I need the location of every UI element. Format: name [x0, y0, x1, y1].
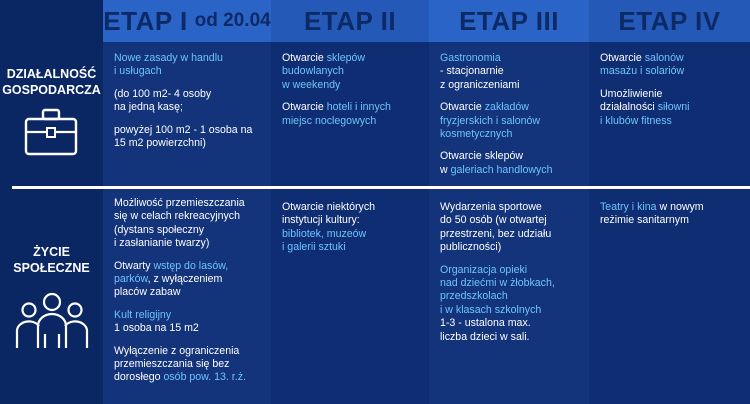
item-paragraph	[282, 101, 427, 128]
text-line: i usługach	[114, 65, 162, 78]
item-paragraph	[282, 52, 427, 92]
item-paragraph	[114, 260, 269, 300]
highlight-span: Organizacja opieki	[440, 263, 528, 276]
highlight-span: przedszkolach	[440, 290, 508, 303]
header-etap-1-date: od 20.04	[194, 10, 271, 31]
text-span: przestrzeni, bez udziału	[440, 227, 552, 240]
highlight-span: wstęp do lasów,	[153, 259, 229, 272]
highlight-span: miejsc noclegowych	[282, 114, 377, 127]
text-span: działalności	[600, 101, 658, 114]
people-group-icon	[14, 290, 90, 350]
cell-social-etap-1	[114, 197, 269, 394]
cell-social-etap-4	[600, 201, 745, 237]
text-span: Otwarty	[114, 259, 154, 272]
header-etap-2	[271, 0, 429, 42]
row-label-business	[0, 66, 103, 98]
highlight-span: hoteli i innych	[326, 101, 391, 114]
highlight-span: i galerii sztuki	[282, 241, 346, 254]
header-etap-3	[429, 0, 589, 42]
text-span: Możliwość przemieszczania	[114, 197, 245, 209]
highlight-span: parków	[114, 273, 148, 286]
text-span: przemieszczania się bez	[114, 358, 230, 371]
highlight-span: fryzjerskich i salonów	[440, 114, 541, 127]
item-paragraph	[600, 201, 745, 228]
text-span: i zasłanianie twarzy)	[114, 237, 210, 250]
text-span: , z wyłączeniem	[147, 273, 223, 286]
text-span: publiczności)	[440, 241, 502, 254]
text-span: się w celach rekreacyjnych	[114, 210, 240, 223]
header-etap-4	[589, 0, 750, 42]
text-line: (do 100 m2- 4 osoby	[114, 87, 212, 100]
cell-business-etap-2	[282, 52, 427, 137]
highlight-span: osób pow. 13. r.ż.	[163, 371, 246, 384]
row-label-social-line1: ŻYCIE	[33, 245, 70, 259]
item-paragraph	[282, 201, 427, 255]
text-span: dorosłego	[114, 371, 164, 384]
cell-business-etap-1	[114, 52, 269, 150]
highlight-span: i w klasach szkolnych	[440, 303, 542, 316]
highlight-span: w weekendy	[282, 78, 341, 91]
header-etap-2-title: ETAP II	[303, 5, 397, 36]
item-paragraph	[440, 52, 588, 92]
row-label-business-line1: DZIAŁALNOŚĆ	[6, 67, 97, 81]
text-span: 1-3 - ustalona max.	[440, 317, 531, 330]
text-span: Otwarcie	[600, 52, 645, 64]
highlight-span: i klubów fitness	[600, 114, 672, 127]
text-span: Otwarcie	[282, 52, 327, 64]
text-span: do 50 osób (w otwartej	[440, 214, 547, 227]
text-span: Wyłączenie z ograniczenia	[114, 344, 240, 357]
header-etap-3-title: ETAP III	[459, 5, 559, 36]
highlight-span: Teatry i kina	[600, 201, 657, 213]
text-span: reżimie sanitarnym	[600, 214, 689, 227]
highlight-span: nad dziećmi w żłobkach,	[440, 277, 555, 290]
highlight-span: bibliotek, muzeów	[282, 227, 367, 240]
cell-social-etap-2	[282, 201, 427, 264]
text-span: w	[440, 163, 451, 176]
text-span: 1 osoba na 15 m2	[114, 322, 199, 335]
text-span: w nowym	[656, 201, 704, 213]
text-line: 15 m2 powierzchni)	[114, 137, 206, 150]
highlight-span: salonów	[644, 52, 684, 64]
text-span: Otwarcie	[440, 101, 485, 114]
item-paragraph	[440, 201, 588, 255]
header-etap-4-title: ETAP IV	[618, 5, 721, 36]
item-paragraph	[440, 264, 588, 344]
text-span: (dystans społeczny	[114, 223, 205, 236]
item-paragraph	[114, 309, 269, 336]
row-divider	[12, 186, 750, 189]
text-span: Otwarcie sklepów	[440, 150, 524, 163]
row-label-social-line2: SPOŁECZNE	[13, 261, 90, 275]
text-span: Otwarcie	[282, 101, 327, 114]
item-paragraph	[440, 150, 588, 177]
highlight-span: galeriach handlowych	[450, 163, 553, 176]
text-span: Otwarcie niektórych	[282, 201, 376, 213]
highlight-span: zakładów	[484, 101, 529, 114]
text-span: placów zabaw	[114, 286, 181, 299]
cell-social-etap-3	[440, 201, 588, 353]
highlight-span: masażu i solariów	[600, 65, 685, 78]
highlight-span: Kult religijny	[114, 308, 172, 321]
text-line: Nowe zasady w handlu	[114, 52, 223, 64]
item-paragraph	[114, 345, 269, 385]
highlight-span: siłowni	[657, 101, 690, 114]
cell-business-etap-4	[600, 52, 745, 137]
header-etap-1	[103, 0, 271, 42]
header-etap-1-title: ETAP I	[103, 5, 188, 36]
text-line: na jedną kasę;	[114, 101, 183, 114]
item-paragraph	[440, 101, 588, 141]
text-span: Umożliwienie	[600, 87, 663, 100]
briefcase-icon	[23, 108, 79, 158]
cell-business-etap-3	[440, 52, 588, 186]
item-paragraph	[600, 88, 745, 128]
highlight-span: Gastronomia	[440, 52, 501, 64]
text-span: z ograniczeniami	[440, 78, 520, 91]
text-span: instytucji kultury:	[282, 214, 360, 227]
text-span: liczba dzieci w sali.	[440, 330, 530, 343]
text-span: Wydarzenia sportowe	[440, 201, 542, 213]
highlight-span: budowlanych	[282, 65, 344, 78]
highlight-span: sklepów	[326, 52, 366, 64]
item-paragraph	[600, 52, 745, 79]
item-paragraph	[114, 197, 269, 251]
text-line: powyżej 100 m2 - 1 osoba na	[114, 123, 253, 136]
highlight-span: kosmetycznych	[440, 128, 513, 141]
row-label-business-line2: GOSPODARCZA	[2, 83, 101, 97]
row-label-social	[0, 244, 103, 276]
text-span: - stacjonarnie	[440, 65, 504, 78]
